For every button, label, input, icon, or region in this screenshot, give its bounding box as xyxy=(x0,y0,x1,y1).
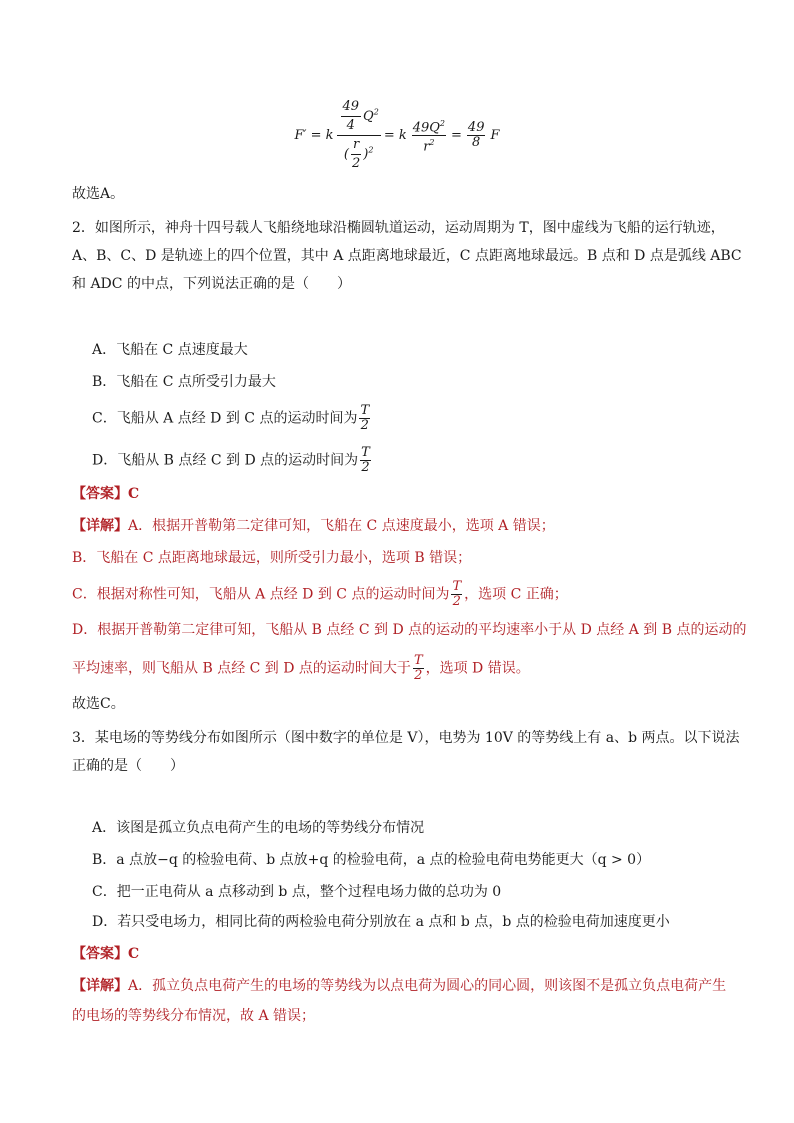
q3-option-b: B．a 点放−q 的检验电荷、b 点放+q 的检验电荷，a 点的检验电荷电势能更大（q > 0） xyxy=(92,852,651,868)
q3-option-c: C．把一正电荷从 a 点移动到 b 点，整个过程电场力做的总功为 0 xyxy=(92,884,502,900)
q2-detail-d-line-2: 平均速率，则飞船从 B 点经 C 到 D 点的运动时间大于 $\frac{T}{2}$ ，选项 D 错误。 xyxy=(72,653,530,683)
s1-conclusion: 故选A。 xyxy=(72,186,125,202)
q3-option-a: A．该图是孤立负点电荷产生的电场的等势线分布情况 xyxy=(92,820,425,836)
q3-answer: 【答案】C xyxy=(72,946,140,962)
q2-detail-b: B．飞船在 C 点距离地球最远，则所受引力最小，选项 B 错误； xyxy=(72,550,472,566)
q3-detail-a-line-2: 的电场的等势线分布情况，故 A 错误； xyxy=(72,1008,316,1024)
formula-result-fraction: $\frac{49}{8}$ xyxy=(467,120,485,150)
formula-eq2: = xyxy=(451,128,462,143)
fraction-t-over-2: $\frac{T}{2}$ xyxy=(360,403,370,433)
q2-option-c: C．飞船从 A 点经 D 到 C 点的运动时间为 $\frac{T}{2}$ xyxy=(92,403,370,433)
fraction-t-over-2: $\frac{T}{2}$ xyxy=(361,445,370,475)
q2-detail-d-line-1: D．根据开普勒第二定律可知，飞船从 B 点经 C 到 D 点的运动的平均速率小于从 D 点经 A 到 B 点的运动的 xyxy=(72,622,747,638)
q3-detail-a-line-1: 【详解】A．孤立负点电荷产生的电场的等势线为以点电荷为圆心的同心圆，则该图不是孤立负点电荷产生 xyxy=(72,978,727,994)
q2-detail-c: C．根据对称性可知，飞船从 A 点经 D 到 C 点的运动时间为 $\frac{T}{2}$ ，选项 C 正确； xyxy=(72,579,568,609)
q2-stem-line-1: 2．如图所示，神舟十四号载人飞船绕地球沿椭圆轨道运动，运动周期为 T，图中虚线为飞船的运行轨迹， xyxy=(72,220,725,236)
fraction-t-over-2: $\frac{T}{2}$ xyxy=(413,653,423,683)
q2-option-d: D．飞船从 B 点经 C 到 D 点的运动时间为 $\frac{T}{2}$ xyxy=(92,445,370,475)
formula-mid-fraction: $\frac{49Q^2}{r^2}$ xyxy=(412,118,446,155)
q2-option-a: A．飞船在 C 点速度最大 xyxy=(92,342,248,358)
formula-eq1: = k xyxy=(383,128,407,143)
q2-option-b: B．飞船在 C 点所受引力最大 xyxy=(92,374,276,390)
q2-detail-a: 【详解】A．根据开普勒第二定律可知，飞船在 C 点速度最小，选项 A 错误； xyxy=(72,518,555,534)
formula-lhs: F′ = k xyxy=(294,128,334,143)
q2-conclusion: 故选C。 xyxy=(72,696,125,712)
q3-stem-line-2: 正确的是（ ） xyxy=(72,758,184,774)
fraction-t-over-2: $\frac{T}{2}$ xyxy=(452,579,462,609)
q2-stem-line-3: 和 ADC 的中点，下列说法正确的是（ ） xyxy=(72,276,351,292)
formula-result-f: F xyxy=(490,128,500,143)
q2-answer: 【答案】C xyxy=(72,486,140,502)
q3-stem-line-1: 3．某电场的等势线分布如图所示（图中数字的单位是 V），电势为 10V 的等势线上有 a、b 两点。以下说法 xyxy=(72,730,740,746)
q2-stem-line-2: A、B、C、D 是轨迹上的四个位置，其中 A 点距离地球最近，C 点距离地球最远。B 点和 D 点是弧线 ABC xyxy=(72,248,742,264)
force-formula xyxy=(0,100,794,171)
q3-option-d: D．若只受电场力，相同比荷的两检验电荷分别放在 a 点和 b 点，b 点的检验电荷加速度更小 xyxy=(92,914,670,930)
formula-main-fraction: $\frac{49}{4}$ $Q^2$ ( $\frac{r}{2}$ )$^2$ xyxy=(337,100,381,171)
